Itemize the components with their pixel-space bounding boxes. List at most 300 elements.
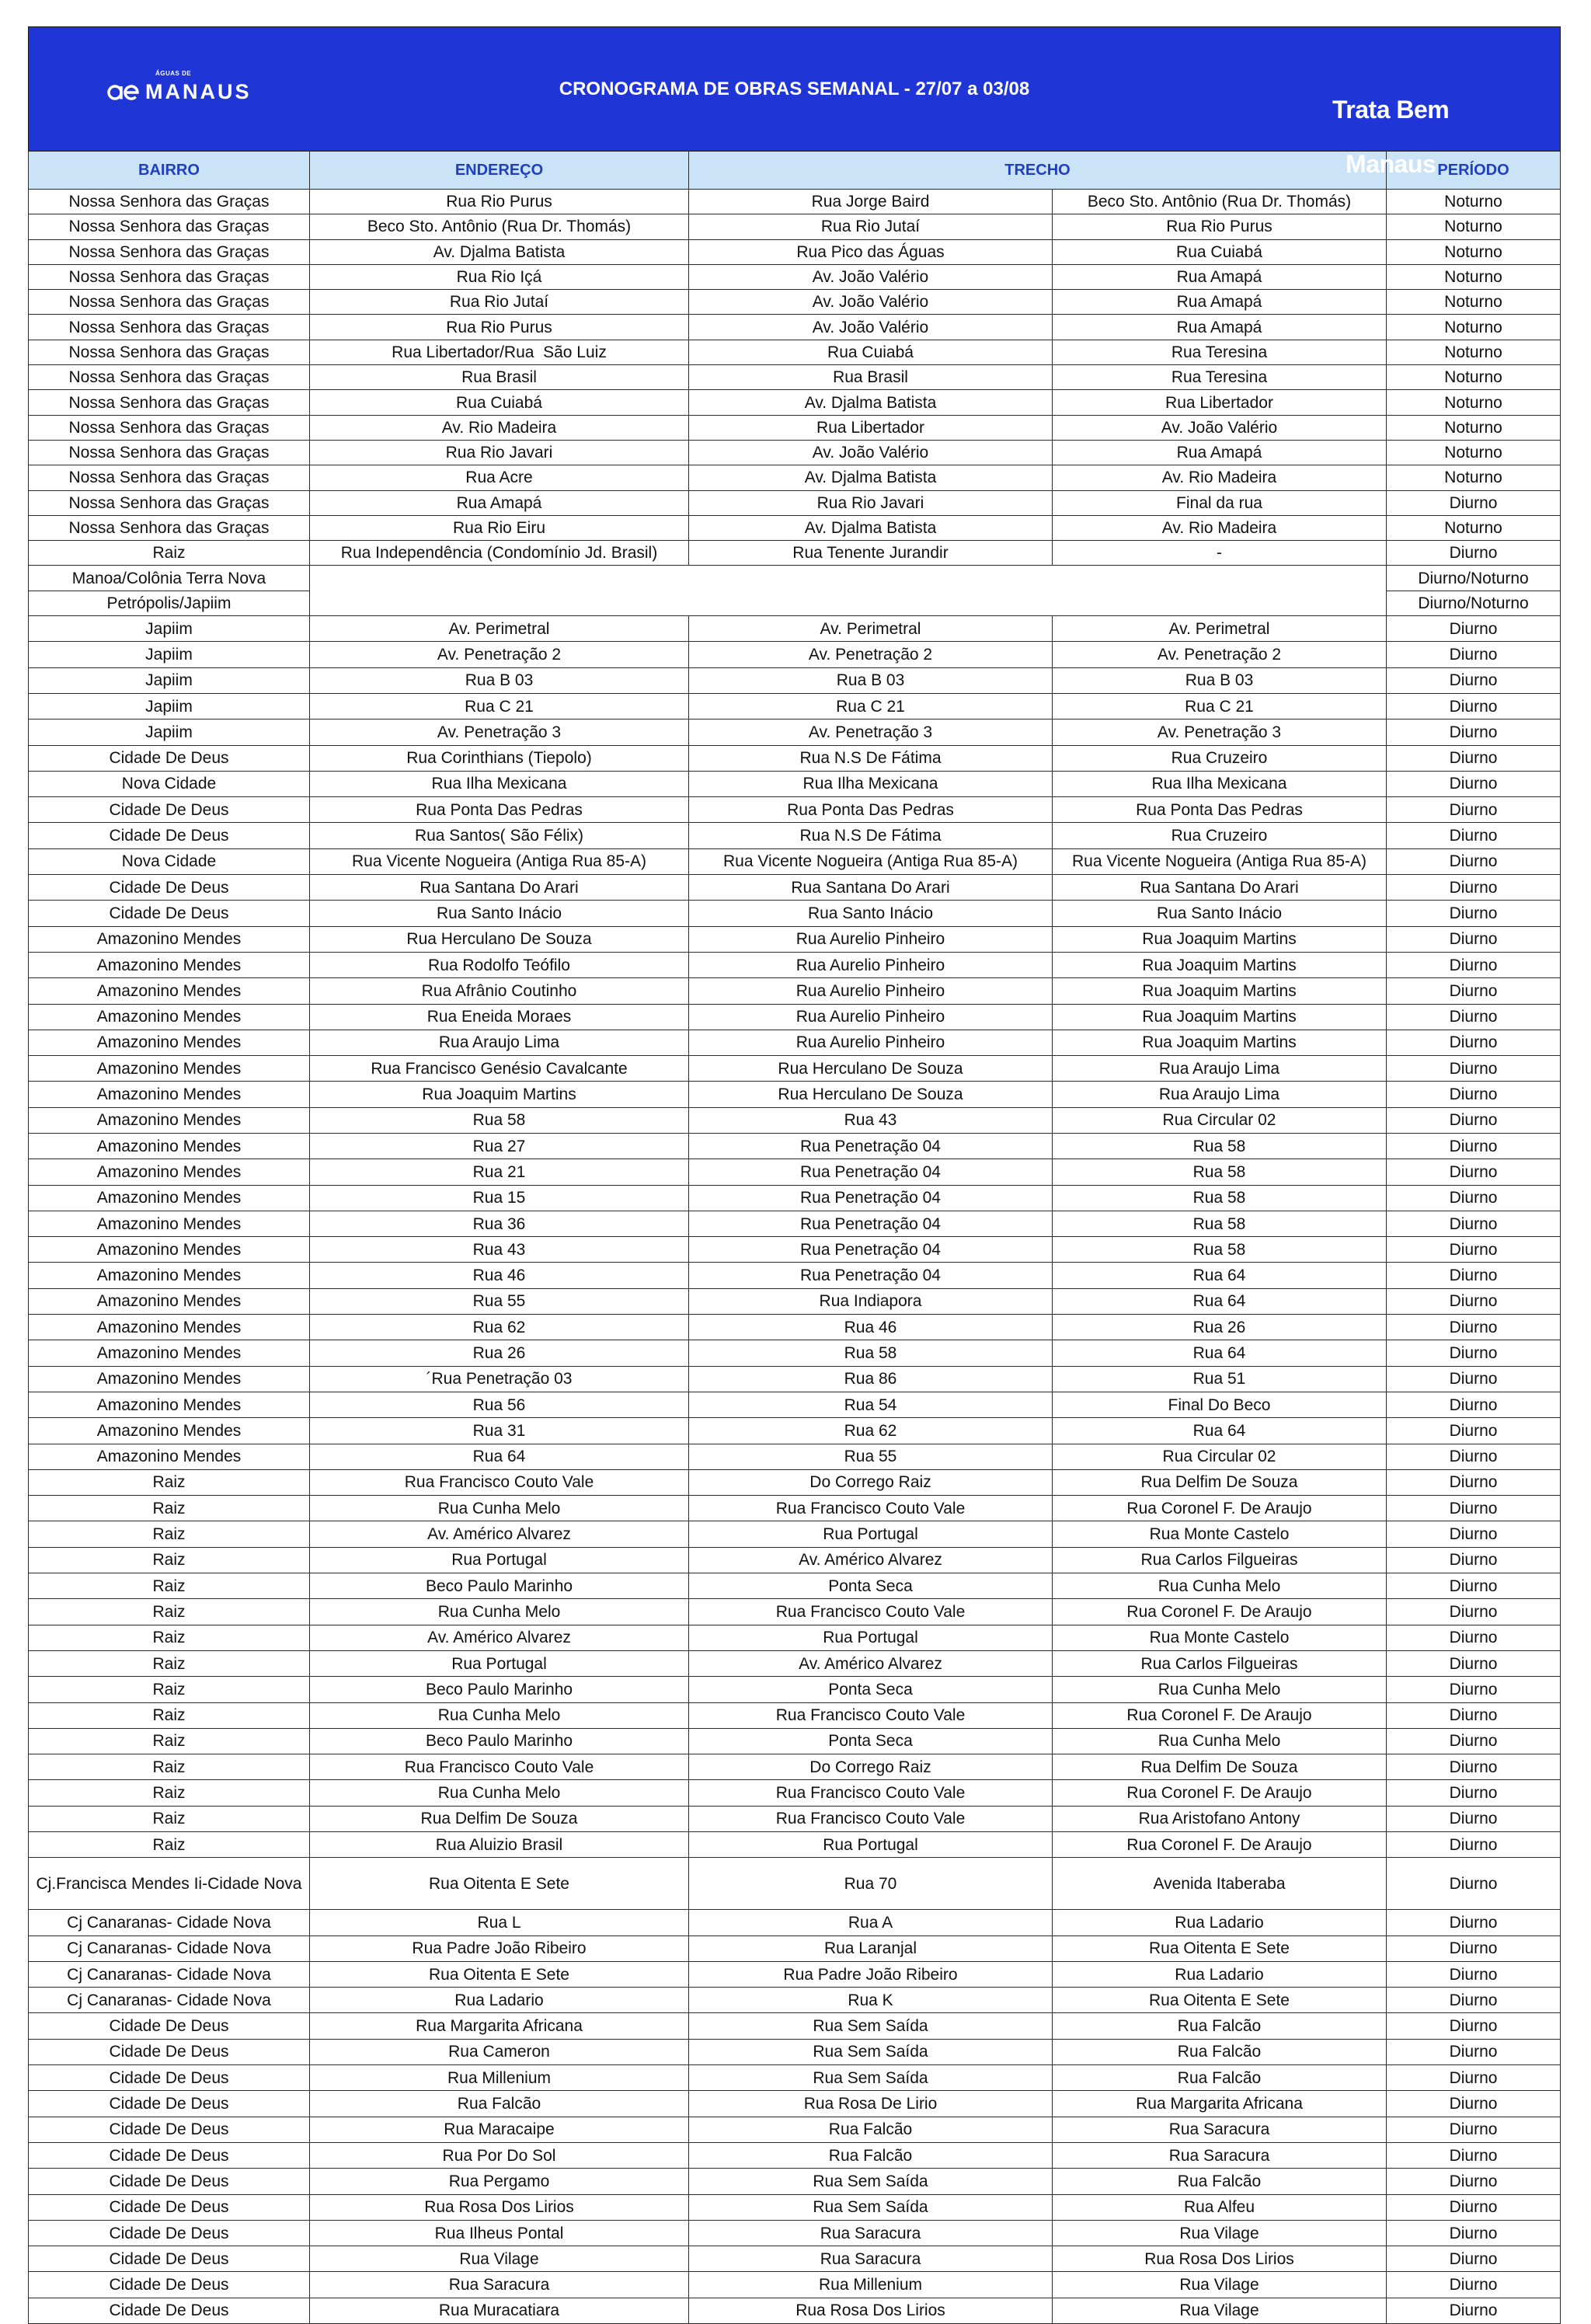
cell-endereco: Rua Francisco Couto Vale: [310, 1754, 689, 1780]
table-row: [29, 541, 1561, 566]
cell-trecho-de: Rua Francisco Couto Vale: [689, 1702, 1053, 1728]
table-row: [29, 1780, 1561, 1806]
cell-endereco: Rua Rosa Dos Lirios: [310, 2194, 689, 2220]
cell-periodo: Diurno: [1387, 952, 1561, 977]
table-row: [29, 952, 1561, 977]
cell-endereco: Rua 31: [310, 1418, 689, 1444]
cell-trecho-de: Rua N.S De Fátima: [689, 745, 1053, 771]
cell-bairro: Raiz: [29, 1806, 310, 1831]
cell-endereco: Rua L: [310, 1910, 689, 1936]
table-row: [29, 2220, 1561, 2246]
cell-trecho-de: Rua 46: [689, 1315, 1053, 1340]
table-row: [29, 1418, 1561, 1444]
cell-bairro: Raiz: [29, 1625, 310, 1650]
cell-trecho-de: Rua Sem Saída: [689, 2013, 1053, 2039]
cell-trecho-ate: Rua Falcão: [1053, 2039, 1387, 2064]
cell-bairro: Petrópolis/Japiim: [29, 591, 310, 615]
cell-endereco: Rua 26: [310, 1340, 689, 1366]
title-bar: [29, 27, 1561, 152]
cell-trecho-ate: Rua Carlos Filgueiras: [1053, 1650, 1387, 1676]
cell-trecho-de: Av. Djalma Batista: [689, 390, 1053, 415]
cell-endereco: Rua Ponta Das Pedras: [310, 797, 689, 823]
cell-bairro: Nossa Senhora das Graças: [29, 415, 310, 440]
cell-periodo: Diurno: [1387, 642, 1561, 667]
table-row: [29, 616, 1561, 642]
cell-trecho-ate: Av. Penetração 2: [1053, 642, 1387, 667]
cell-endereco: Rua Acre: [310, 465, 689, 490]
cell-bairro: Cidade De Deus: [29, 2169, 310, 2194]
cell-periodo: Diurno: [1387, 1650, 1561, 1676]
cell-trecho-de: Rua Saracura: [689, 2246, 1053, 2272]
cell-trecho-de: Rua Sem Saída: [689, 2169, 1053, 2194]
cell-periodo: Diurno: [1387, 1625, 1561, 1650]
cell-trecho-ate: Rua Cruzeiro: [1053, 745, 1387, 771]
cell-trecho-ate: Rua Araujo Lima: [1053, 1056, 1387, 1082]
cell-endereco: Rua 58: [310, 1107, 689, 1133]
table-row: [29, 290, 1561, 315]
cell-trecho-de: Rua Brasil: [689, 365, 1053, 390]
cell-trecho-de: Ponta Seca: [689, 1677, 1053, 1702]
cell-trecho-ate: Rua Cunha Melo: [1053, 1573, 1387, 1599]
cell-endereco: Rua 15: [310, 1185, 689, 1211]
table-row: [29, 2091, 1561, 2117]
cell-endereco: Rua Muracatiara: [310, 2298, 689, 2323]
table-row: [29, 2272, 1561, 2298]
cell-trecho-ate: Rua Amapá: [1053, 315, 1387, 340]
cell-endereco: Rua Cameron: [310, 2039, 689, 2064]
cell-endereco: Rua Cunha Melo: [310, 1780, 689, 1806]
cell-periodo: Diurno: [1387, 1780, 1561, 1806]
cell-trecho-de: Rua K: [689, 1988, 1053, 2013]
cell-trecho-de: Rua Tenente Jurandir: [689, 541, 1053, 566]
cell-endereco: Rua Falcão: [310, 2091, 689, 2117]
cell-trecho-ate: Av. João Valério: [1053, 415, 1387, 440]
cell-periodo: Diurno: [1387, 1082, 1561, 1107]
cell-trecho-ate: Rua 58: [1053, 1211, 1387, 1236]
cell-trecho-de: Av. João Valério: [689, 315, 1053, 340]
cell-periodo: Diurno: [1387, 541, 1561, 566]
cell-endereco: Rua 21: [310, 1159, 689, 1185]
cell-bairro: Cidade De Deus: [29, 901, 310, 926]
cell-bairro: Cidade De Deus: [29, 2298, 310, 2323]
cell-trecho-de: Av. Perimetral: [689, 616, 1053, 642]
cell-trecho-ate: Av. Perimetral: [1053, 616, 1387, 642]
table-row: [29, 745, 1561, 771]
cell-periodo: Diurno: [1387, 978, 1561, 1004]
cell-bairro: Amazonino Mendes: [29, 1237, 310, 1263]
cell-bairro: Nossa Senhora das Graças: [29, 239, 310, 264]
cell-trecho-ate: Rua Falcão: [1053, 2013, 1387, 2039]
cell-trecho-de: Rua Millenium: [689, 2272, 1053, 2298]
cell-trecho-de: Rua 43: [689, 1107, 1053, 1133]
cell-trecho-de: Rua Ilha Mexicana: [689, 771, 1053, 796]
cell-periodo: Diurno: [1387, 2220, 1561, 2246]
table-row: [29, 465, 1561, 490]
cell-bairro: Cj Canaranas- Cidade Nova: [29, 1988, 310, 2013]
cell-endereco: Rua Cunha Melo: [310, 1599, 689, 1625]
cell-trecho-de: Rua Portugal: [689, 1521, 1053, 1547]
cell-periodo: Diurno: [1387, 926, 1561, 952]
cell-trecho-ate: Rua 58: [1053, 1237, 1387, 1263]
cell-bairro: Cj.Francisca Mendes Ii-Cidade Nova: [29, 1858, 310, 1910]
cell-endereco: Rua Oitenta E Sete: [310, 1858, 689, 1910]
cell-trecho-ate: Rua Circular 02: [1053, 1444, 1387, 1469]
cell-trecho-de: Ponta Seca: [689, 1728, 1053, 1754]
cell-periodo: Diurno/Noturno: [1387, 566, 1561, 591]
table-row: [29, 1806, 1561, 1831]
cell-trecho-ate: Rua Santo Inácio: [1053, 901, 1387, 926]
cell-trecho-de: Rua Rio Javari: [689, 490, 1053, 515]
cell-endereco: Rua Rio Jutaí: [310, 290, 689, 315]
cell-trecho-de: Rua Laranjal: [689, 1936, 1053, 1961]
table-row: [29, 1159, 1561, 1185]
cell-endereco: Rua Corinthians (Tiepolo): [310, 745, 689, 771]
cell-trecho-de: Rua Santo Inácio: [689, 901, 1053, 926]
table-row: [29, 415, 1561, 440]
cell-trecho-ate: Rua Ladario: [1053, 1961, 1387, 1987]
schedule-table: [28, 26, 1561, 2324]
cell-trecho-de: Rua Libertador: [689, 415, 1053, 440]
cell-trecho-de: Rua Francisco Couto Vale: [689, 1599, 1053, 1625]
cell-trecho-ate: Rua Cunha Melo: [1053, 1728, 1387, 1754]
cell-periodo: Noturno: [1387, 440, 1561, 465]
cell-trecho-ate: Rua Saracura: [1053, 2117, 1387, 2142]
cell-trecho-ate: Rua Rio Purus: [1053, 214, 1387, 239]
cell-endereco: Rua C 21: [310, 693, 689, 719]
cell-bairro: Japiim: [29, 719, 310, 745]
cell-bairro: Raiz: [29, 1754, 310, 1780]
cell-trecho-ate: Avenida Itaberaba: [1053, 1858, 1387, 1910]
cell-trecho-ate: Rua 58: [1053, 1133, 1387, 1159]
column-header-trecho: TRECHO: [689, 152, 1387, 190]
cell-trecho-ate: Rua Vilage: [1053, 2220, 1387, 2246]
cell-trecho-de: Rua A: [689, 1910, 1053, 1936]
table-row: [29, 315, 1561, 340]
cell-trecho-de: Rua B 03: [689, 667, 1053, 693]
cell-periodo: Diurno: [1387, 1211, 1561, 1236]
table-row: [29, 490, 1561, 515]
cell-endereco: Rua Oitenta E Sete: [310, 1961, 689, 1987]
cell-bairro: Cidade De Deus: [29, 2194, 310, 2220]
cell-endereco: Rua B 03: [310, 667, 689, 693]
cell-bairro: Japiim: [29, 693, 310, 719]
cell-trecho-ate: Rua Monte Castelo: [1053, 1521, 1387, 1547]
trata-bem-manaus-logo: [1332, 66, 1449, 207]
cell-periodo: Diurno: [1387, 1340, 1561, 1366]
cell-periodo: Diurno: [1387, 1263, 1561, 1288]
cell-periodo: Diurno: [1387, 1133, 1561, 1159]
cell-periodo: Diurno: [1387, 823, 1561, 848]
cell-trecho-de: Rua 55: [689, 1444, 1053, 1469]
cell-periodo: Noturno: [1387, 515, 1561, 540]
cell-trecho-de: Rua 54: [689, 1392, 1053, 1417]
cell-trecho-de: Rua Falcão: [689, 2117, 1053, 2142]
table-row: [29, 1702, 1561, 1728]
cell-trecho-de: Rua Jorge Baird: [689, 190, 1053, 214]
cell-trecho-de: Rua Rio Jutaí: [689, 214, 1053, 239]
cell-periodo: Diurno: [1387, 1702, 1561, 1728]
table-row: [29, 1754, 1561, 1780]
cell-endereco: Av. Penetração 3: [310, 719, 689, 745]
cell-endereco: Rua Ilheus Pontal: [310, 2220, 689, 2246]
cell-periodo: Diurno: [1387, 1599, 1561, 1625]
blank-merged-cell: [310, 566, 1387, 616]
table-row: [29, 642, 1561, 667]
page-title: CRONOGRAMA DE OBRAS SEMANAL - 27/07 a 03/08: [559, 78, 1030, 99]
cell-trecho-ate: Rua Joaquim Martins: [1053, 1004, 1387, 1030]
cell-trecho-ate: Rua 58: [1053, 1159, 1387, 1185]
cell-bairro: Cj Canaranas- Cidade Nova: [29, 1910, 310, 1936]
cell-trecho-ate: Rua Carlos Filgueiras: [1053, 1547, 1387, 1573]
cell-bairro: Cidade De Deus: [29, 797, 310, 823]
cell-periodo: Diurno: [1387, 693, 1561, 719]
cell-bairro: Cidade De Deus: [29, 2091, 310, 2117]
cell-endereco: Rua Maracaipe: [310, 2117, 689, 2142]
cell-bairro: Raiz: [29, 1728, 310, 1754]
cell-periodo: Diurno: [1387, 2117, 1561, 2142]
cell-bairro: Amazonino Mendes: [29, 1185, 310, 1211]
cell-endereco: Rua Rodolfo Teófilo: [310, 952, 689, 977]
cell-bairro: Raiz: [29, 1650, 310, 1676]
cell-trecho-ate: Rua Joaquim Martins: [1053, 952, 1387, 977]
cell-periodo: Diurno: [1387, 2246, 1561, 2272]
cell-trecho-de: Do Corrego Raiz: [689, 1469, 1053, 1495]
cell-endereco: Rua 64: [310, 1444, 689, 1469]
cell-trecho-ate: Rua Santana Do Arari: [1053, 875, 1387, 901]
cell-trecho-de: Rua Portugal: [689, 1832, 1053, 1858]
cell-endereco: Rua Rio Eiru: [310, 515, 689, 540]
cell-periodo: Diurno: [1387, 490, 1561, 515]
cell-endereco: Rua Brasil: [310, 365, 689, 390]
cell-endereco: Beco Paulo Marinho: [310, 1677, 689, 1702]
cell-trecho-de: Rua Cuiabá: [689, 340, 1053, 364]
cell-endereco: Rua 27: [310, 1133, 689, 1159]
cell-trecho-ate: Rua Coronel F. De Araujo: [1053, 1496, 1387, 1521]
cell-bairro: Japiim: [29, 616, 310, 642]
cell-endereco: Rua Araujo Lima: [310, 1030, 689, 1055]
cell-trecho-de: Rua Padre João Ribeiro: [689, 1961, 1053, 1987]
cell-trecho-de: Rua Penetração 04: [689, 1159, 1053, 1185]
cell-bairro: Amazonino Mendes: [29, 1288, 310, 1314]
cell-endereco: Rua Padre João Ribeiro: [310, 1936, 689, 1961]
cell-periodo: Diurno: [1387, 1832, 1561, 1858]
cell-periodo: Noturno: [1387, 465, 1561, 490]
table-row: [29, 848, 1561, 874]
table-row: [29, 1496, 1561, 1521]
cell-periodo: Noturno: [1387, 340, 1561, 364]
table-row: [29, 1263, 1561, 1288]
cell-periodo: Noturno: [1387, 239, 1561, 264]
cell-bairro: Amazonino Mendes: [29, 952, 310, 977]
table-row: [29, 1988, 1561, 2013]
column-header-bairro: BAIRRO: [29, 152, 310, 190]
cell-trecho-de: Rua Penetração 04: [689, 1263, 1053, 1288]
cell-trecho-ate: Rua C 21: [1053, 693, 1387, 719]
cell-trecho-ate: Rua 51: [1053, 1366, 1387, 1392]
cell-trecho-de: Av. Américo Alvarez: [689, 1547, 1053, 1573]
cell-periodo: Diurno: [1387, 616, 1561, 642]
cell-periodo: Diurno: [1387, 1936, 1561, 1961]
cell-periodo: Noturno: [1387, 415, 1561, 440]
cell-trecho-ate: Rua Coronel F. De Araujo: [1053, 1702, 1387, 1728]
cell-bairro: Amazonino Mendes: [29, 1418, 310, 1444]
table-row: [29, 1573, 1561, 1599]
cell-bairro: Cj Canaranas- Cidade Nova: [29, 1936, 310, 1961]
cell-endereco: Rua Vicente Nogueira (Antiga Rua 85-A): [310, 848, 689, 874]
cell-trecho-de: Av. Penetração 3: [689, 719, 1053, 745]
cell-endereco: Rua Amapá: [310, 490, 689, 515]
cell-trecho-ate: Rua Delfim De Souza: [1053, 1754, 1387, 1780]
cell-trecho-ate: Rua Amapá: [1053, 440, 1387, 465]
cell-endereco: Rua Santos( São Félix): [310, 823, 689, 848]
cell-endereco: Rua 56: [310, 1392, 689, 1417]
cell-trecho-ate: Rua Vicente Nogueira (Antiga Rua 85-A): [1053, 848, 1387, 874]
cell-periodo: Diurno: [1387, 1056, 1561, 1082]
cell-bairro: Amazonino Mendes: [29, 1056, 310, 1082]
cell-periodo: Diurno: [1387, 1910, 1561, 1936]
table-row: [29, 340, 1561, 364]
cell-trecho-de: Rua Ponta Das Pedras: [689, 797, 1053, 823]
cell-trecho-de: Rua Vicente Nogueira (Antiga Rua 85-A): [689, 848, 1053, 874]
cell-bairro: Cidade De Deus: [29, 2272, 310, 2298]
cell-periodo: Diurno: [1387, 2194, 1561, 2220]
cell-trecho-de: Ponta Seca: [689, 1573, 1053, 1599]
column-header-periodo: PERÍODO: [1387, 152, 1561, 190]
cell-endereco: Rua Portugal: [310, 1547, 689, 1573]
cell-periodo: Diurno: [1387, 1806, 1561, 1831]
cell-trecho-de: Rua Rosa Dos Lirios: [689, 2298, 1053, 2323]
cell-bairro: Raiz: [29, 1573, 310, 1599]
cell-endereco: Rua Libertador/Rua São Luiz: [310, 340, 689, 364]
cell-trecho-de: Rua Sem Saída: [689, 2194, 1053, 2220]
cell-endereco: Av. Perimetral: [310, 616, 689, 642]
cell-periodo: Diurno: [1387, 1030, 1561, 1055]
cell-periodo: Noturno: [1387, 190, 1561, 214]
cell-trecho-de: Rua Aurelio Pinheiro: [689, 926, 1053, 952]
table-row: [29, 926, 1561, 952]
table-row: [29, 1315, 1561, 1340]
cell-trecho-de: Rua Portugal: [689, 1625, 1053, 1650]
table-row: [29, 1858, 1561, 1910]
cell-bairro: Cidade De Deus: [29, 2142, 310, 2168]
table-row: [29, 978, 1561, 1004]
cell-trecho-ate: Rua Joaquim Martins: [1053, 926, 1387, 952]
cell-bairro: Nossa Senhora das Graças: [29, 365, 310, 390]
cell-periodo: Diurno: [1387, 1677, 1561, 1702]
cell-periodo: Diurno: [1387, 2013, 1561, 2039]
cell-endereco: Rua Portugal: [310, 1650, 689, 1676]
table-row: [29, 1392, 1561, 1417]
cell-trecho-ate: Rua Coronel F. De Araujo: [1053, 1780, 1387, 1806]
cell-bairro: Nossa Senhora das Graças: [29, 190, 310, 214]
cell-periodo: Diurno: [1387, 1004, 1561, 1030]
cell-bairro: Cidade De Deus: [29, 2039, 310, 2064]
cell-trecho-ate: Rua Joaquim Martins: [1053, 1030, 1387, 1055]
cell-trecho-de: Rua Aurelio Pinheiro: [689, 978, 1053, 1004]
table-row: [29, 1677, 1561, 1702]
cell-periodo: Diurno: [1387, 771, 1561, 796]
cell-trecho-ate: Rua 64: [1053, 1340, 1387, 1366]
cell-trecho-ate: Rua Coronel F. De Araujo: [1053, 1832, 1387, 1858]
table-row: [29, 1469, 1561, 1495]
cell-periodo: Noturno: [1387, 290, 1561, 315]
cell-endereco: Rua 55: [310, 1288, 689, 1314]
cell-endereco: Rua Francisco Couto Vale: [310, 1469, 689, 1495]
table-row: [29, 2298, 1561, 2323]
cell-bairro: Amazonino Mendes: [29, 1159, 310, 1185]
cell-trecho-de: Av. Djalma Batista: [689, 515, 1053, 540]
cell-periodo: Diurno: [1387, 1185, 1561, 1211]
cell-trecho-ate: Rua Cruzeiro: [1053, 823, 1387, 848]
table-row: [29, 1650, 1561, 1676]
cell-endereco: Rua Pergamo: [310, 2169, 689, 2194]
cell-periodo: Diurno: [1387, 2298, 1561, 2323]
cell-trecho-ate: -: [1053, 541, 1387, 566]
cell-trecho-de: Av. João Valério: [689, 290, 1053, 315]
cell-endereco: Av. Penetração 2: [310, 642, 689, 667]
table-row: [29, 2065, 1561, 2091]
cell-bairro: Nossa Senhora das Graças: [29, 290, 310, 315]
table-row: [29, 1082, 1561, 1107]
cell-trecho-ate: Rua Monte Castelo: [1053, 1625, 1387, 1650]
cell-bairro: Manoa/Colônia Terra Nova: [29, 566, 310, 591]
cell-trecho-de: Rua Francisco Couto Vale: [689, 1806, 1053, 1831]
cell-periodo: Noturno: [1387, 264, 1561, 289]
cell-endereco: Rua Santana Do Arari: [310, 875, 689, 901]
cell-trecho-ate: Rua 64: [1053, 1288, 1387, 1314]
cell-trecho-ate: Rua Joaquim Martins: [1053, 978, 1387, 1004]
cell-bairro: Amazonino Mendes: [29, 1366, 310, 1392]
cell-endereco: Rua Por Do Sol: [310, 2142, 689, 2168]
cell-endereco: Rua Cunha Melo: [310, 1496, 689, 1521]
cell-endereco: Rua Vilage: [310, 2246, 689, 2272]
cell-trecho-ate: Rua Delfim De Souza: [1053, 1469, 1387, 1495]
cell-trecho-ate: Rua Coronel F. De Araujo: [1053, 1599, 1387, 1625]
cell-trecho-ate: Rua Cuiabá: [1053, 239, 1387, 264]
cell-trecho-ate: Rua Falcão: [1053, 2169, 1387, 2194]
cell-periodo: Diurno: [1387, 1159, 1561, 1185]
table-row: [29, 2194, 1561, 2220]
cell-trecho-ate: Rua Rosa Dos Lirios: [1053, 2246, 1387, 2272]
cell-trecho-de: Rua Rosa De Lirio: [689, 2091, 1053, 2117]
cell-bairro: Cj Canaranas- Cidade Nova: [29, 1961, 310, 1987]
cell-bairro: Raiz: [29, 1702, 310, 1728]
table-row: [29, 875, 1561, 901]
table-row: [29, 2142, 1561, 2168]
cell-endereco: Rua Rio Içá: [310, 264, 689, 289]
cell-endereco: Rua Margarita Africana: [310, 2013, 689, 2039]
cell-endereco: Beco Sto. Antônio (Rua Dr. Thomás): [310, 214, 689, 239]
cell-bairro: Amazonino Mendes: [29, 1263, 310, 1288]
table-row: [29, 1961, 1561, 1987]
cell-bairro: Nossa Senhora das Graças: [29, 214, 310, 239]
cell-trecho-de: Av. João Valério: [689, 440, 1053, 465]
table-row: [29, 719, 1561, 745]
cell-bairro: Amazonino Mendes: [29, 926, 310, 952]
cell-trecho-ate: Rua Vilage: [1053, 2298, 1387, 2323]
table-row: [29, 515, 1561, 540]
cell-periodo: Diurno: [1387, 2272, 1561, 2298]
cell-periodo: Diurno: [1387, 1754, 1561, 1780]
cell-trecho-de: Rua 86: [689, 1366, 1053, 1392]
cell-bairro: Raiz: [29, 1780, 310, 1806]
cell-periodo: Diurno: [1387, 1573, 1561, 1599]
cell-bairro: Nossa Senhora das Graças: [29, 264, 310, 289]
cell-trecho-de: Rua 58: [689, 1340, 1053, 1366]
cell-periodo: Diurno: [1387, 745, 1561, 771]
cell-bairro: Amazonino Mendes: [29, 1133, 310, 1159]
cell-trecho-ate: Rua Oitenta E Sete: [1053, 1936, 1387, 1961]
